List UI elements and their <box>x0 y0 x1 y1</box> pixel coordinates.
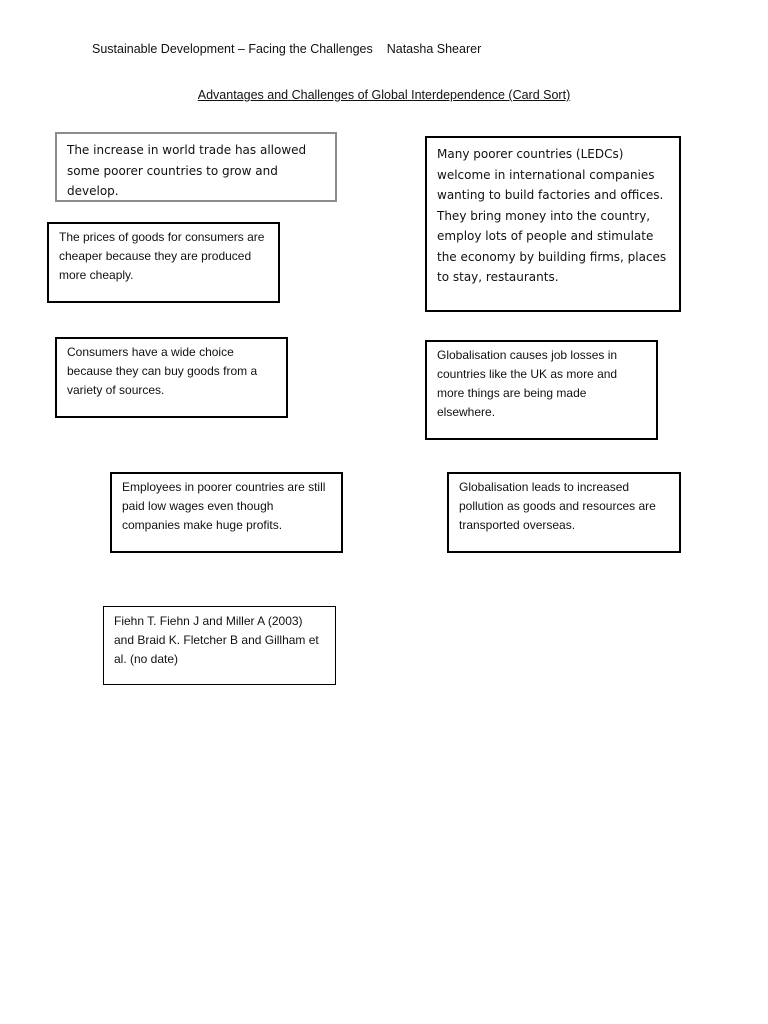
author-name: Natasha Shearer <box>386 42 482 56</box>
card-wide-choice <box>55 337 288 418</box>
card-text: Employees in poorer countries are still paid low wages even though companies make huge profits. <box>122 480 326 532</box>
document-header <box>92 42 481 56</box>
card-job-losses <box>425 340 658 440</box>
card-low-wages <box>110 472 343 553</box>
page-title: Advantages and Challenges of Global Interdependence (Card Sort) <box>197 88 571 102</box>
card-text: Globalisation leads to increased pollution as goods and resources are transported overseas. <box>459 480 656 532</box>
card-text: The prices of goods for consumers are cheaper because they are produced more cheaply. <box>59 230 265 282</box>
card-text: Many poorer countries (LEDCs) welcome in international companies wanting to build factories and offices. They bring money into the country, employ lots of people and stimulate the economy by building firms, places to stay, restaurants. <box>437 147 667 284</box>
card-text: Fiehn T. Fiehn J and Miller A (2003) and Braid K. Fletcher B and Gillham et al. (no date) <box>114 614 319 666</box>
card-text: Consumers have a wide choice because they can buy goods from a variety of sources. <box>67 345 258 397</box>
card-pollution <box>447 472 681 553</box>
card-references <box>103 606 336 685</box>
card-text: The increase in world trade has allowed some poorer countries to grow and develop. <box>67 143 307 198</box>
card-cheaper-prices <box>47 222 280 303</box>
card-ledcs-welcome <box>425 136 681 312</box>
card-text: Globalisation causes job losses in countries like the UK as more and more things are being made elsewhere. <box>437 348 618 419</box>
card-world-trade <box>55 132 337 202</box>
course-title: Sustainable Development – Facing the Challenges <box>92 42 373 56</box>
